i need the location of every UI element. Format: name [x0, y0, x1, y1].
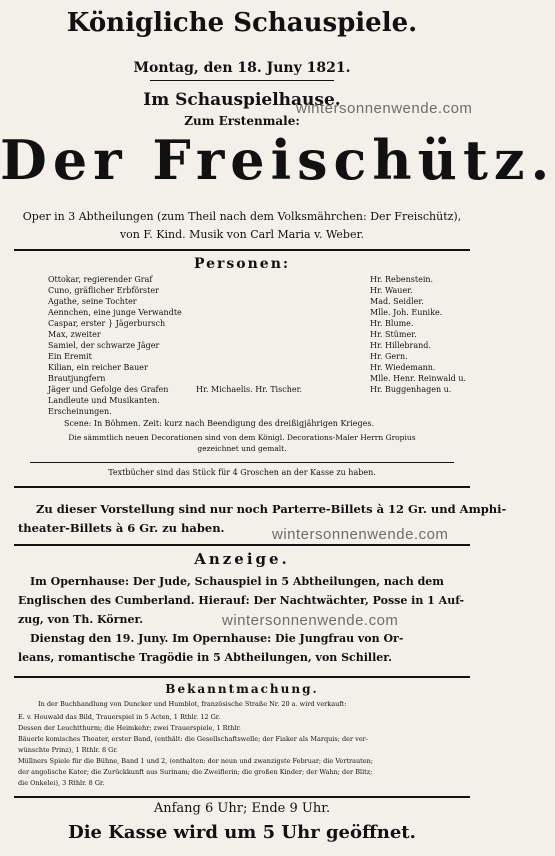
decorations-note-2: gezeichnet und gemalt. — [197, 444, 287, 453]
cast-note: } Jägerbursch — [108, 319, 166, 328]
cast-row — [48, 384, 468, 395]
anzeige-line-3: zug, von Th. Körner. — [18, 613, 144, 626]
divider — [150, 80, 334, 81]
anzeige-line-1: Im Opernhause: Der Jude, Schauspiel in 5 Abtheilungen, nach dem — [30, 575, 444, 588]
cast-row — [48, 351, 468, 362]
play-title: Der Freischütz. — [0, 128, 555, 192]
cast-role: Cuno, gräflicher Erbförster — [48, 286, 159, 295]
cast-row — [48, 329, 468, 340]
cast-row — [48, 296, 468, 307]
cast-actor: Mad. Seidler. — [370, 297, 424, 306]
cast-row — [48, 285, 468, 296]
watermark: wintersonnenwende.com — [222, 612, 399, 629]
bekanntmachung-heading: Bekanntmachung. — [165, 682, 319, 696]
cast-actor: Mlle. Henr. Reinwald u. — [370, 374, 467, 383]
cast-row — [48, 406, 468, 417]
cast-role: Landleute und Musikanten. — [48, 396, 160, 405]
decorations-note-1: Die sämmtlich neuen Decorationen sind von dem Königl. Decorations-Maler Herrn Gropius — [68, 433, 416, 442]
venue: Im Schauspielhause. — [143, 90, 341, 110]
divider — [30, 462, 454, 463]
divider — [14, 796, 470, 798]
cast-row — [48, 362, 468, 373]
cast-actor: Hr. Wiedemann. — [370, 363, 436, 372]
divider — [14, 486, 470, 488]
bekanntmachung-line: Bäuerle komisches Theater, erster Band, (enthält: die Gesellschaftswelle; der Fiaker als Marquis; der ver- — [18, 735, 368, 743]
cast-actor: Mlle. Joh. Eunike. — [370, 308, 443, 317]
watermark: wintersonnenwende.com — [296, 100, 473, 117]
cast-actor: Hr. Blume. — [370, 319, 414, 328]
bekanntmachung-line: der angolische Kater; die Zurückkunft aus Surinam; die Zweiflerin; die großen Kinder; der Wahn; der Blitz; — [18, 768, 373, 776]
bekanntmachung-line: In der Buchhandlung von Duncker und Humblot, französische Straße Nr. 20 a. wird verkauft: — [38, 700, 347, 708]
bekanntmachung-line: Dessen der Leuchtthurm; die Heimkehr; zwei Trauerspiele, 1 Rthlr. — [18, 724, 241, 732]
cast-row — [48, 395, 468, 406]
cast-note: Hr. Michaelis. Hr. Tischer. — [196, 385, 303, 394]
performance-date: Montag, den 18. Juny 1821. — [133, 60, 351, 76]
cast-row — [48, 373, 468, 384]
bekanntmachung-line: E. v. Houwald das Bild, Trauerspiel in 5 Acten, 1 Rthlr. 12 Gr. — [18, 713, 221, 721]
cast-row — [48, 307, 468, 318]
cast-role: Caspar, erster — [48, 319, 106, 328]
cast-row — [48, 340, 468, 351]
cast-row — [48, 318, 468, 329]
cast-role: Max, zweiter — [48, 330, 101, 339]
anzeige-heading: Anzeige. — [194, 550, 290, 568]
cast-actor: Hr. Hillebrand. — [370, 341, 431, 350]
anzeige-line-4: Dienstag den 19. Juny. Im Opernhause: Die Jungfrau von Or- — [30, 632, 404, 645]
bekanntmachung-line: Müllners Spiele für die Bühne, Band 1 und 2, (enthalten: der neun und zwanzigste Februar; die Vertrauten; — [18, 757, 374, 765]
performance-times: Anfang 6 Uhr; Ende 9 Uhr. — [153, 801, 331, 816]
divider — [14, 676, 470, 678]
opera-subtitle-2: von F. Kind. Musik von Carl Maria v. Weber. — [119, 228, 365, 241]
cast-actor: Hr. Buggenhagen u. — [370, 385, 452, 394]
cast-actor: Hr. Rebenstein. — [370, 275, 434, 284]
cast-role: Kilian, ein reicher Bauer — [48, 363, 148, 372]
cast-heading: Personen: — [193, 256, 291, 272]
cast-row — [48, 274, 468, 285]
cast-role: Samiel, der schwarze Jäger — [48, 341, 160, 350]
watermark: wintersonnenwende.com — [272, 526, 449, 543]
cast-role: Ottokar, regierender Graf — [48, 275, 153, 284]
cast-role: Aennchen, eine junge Verwandte — [48, 308, 182, 317]
divider — [14, 544, 470, 546]
cast-actor: Hr. Stümer. — [370, 330, 417, 339]
cast-role: Agathe, seine Tochter — [48, 297, 137, 306]
anzeige-line-5: leans, romantische Tragödie in 5 Abtheilungen, von Schiller. — [18, 651, 392, 664]
bekanntmachung-line: wünschte Prinz), 1 Rthlr. 8 Gr. — [18, 746, 118, 754]
bekanntmachung-line: die Onkelei), 3 Rthlr. 8 Gr. — [18, 779, 105, 787]
cast-actor: Hr. Gern. — [370, 352, 408, 361]
scene-note: Scene: In Böhmen. Zeit: kurz nach Beendigung des dreißigjährigen Krieges. — [64, 419, 375, 428]
tickets-line-2: theater-Billets à 6 Gr. zu haben. — [18, 521, 225, 535]
tickets-line-1: Zu dieser Vorstellung sind nur noch Parterre-Billets à 12 Gr. und Amphi- — [36, 502, 507, 516]
opera-subtitle-1: Oper in 3 Abtheilungen (zum Theil nach dem Volksmährchen: Der Freischütz), — [22, 210, 462, 223]
cast-role: Jäger und Gefolge des Grafen — [48, 385, 169, 394]
theater-title: Königliche Schauspiele. — [66, 8, 418, 38]
cast-role: Erscheinungen. — [48, 407, 112, 416]
box-office-notice: Die Kasse wird um 5 Uhr geöffnet. — [68, 822, 416, 843]
cast-role: Ein Eremit — [48, 352, 92, 361]
cast-role: Brautjungfern — [48, 374, 106, 383]
premiere-note: Zum Erstenmale: — [184, 114, 300, 128]
divider — [14, 249, 470, 251]
textbook-note: Textbücher sind das Stück für 4 Groschen an der Kasse zu haben. — [108, 468, 376, 477]
cast-actor: Hr. Wauer. — [370, 286, 413, 295]
anzeige-line-2: Englischen des Cumberland. Hierauf: Der Nachtwächter, Posse in 1 Auf- — [18, 594, 465, 607]
